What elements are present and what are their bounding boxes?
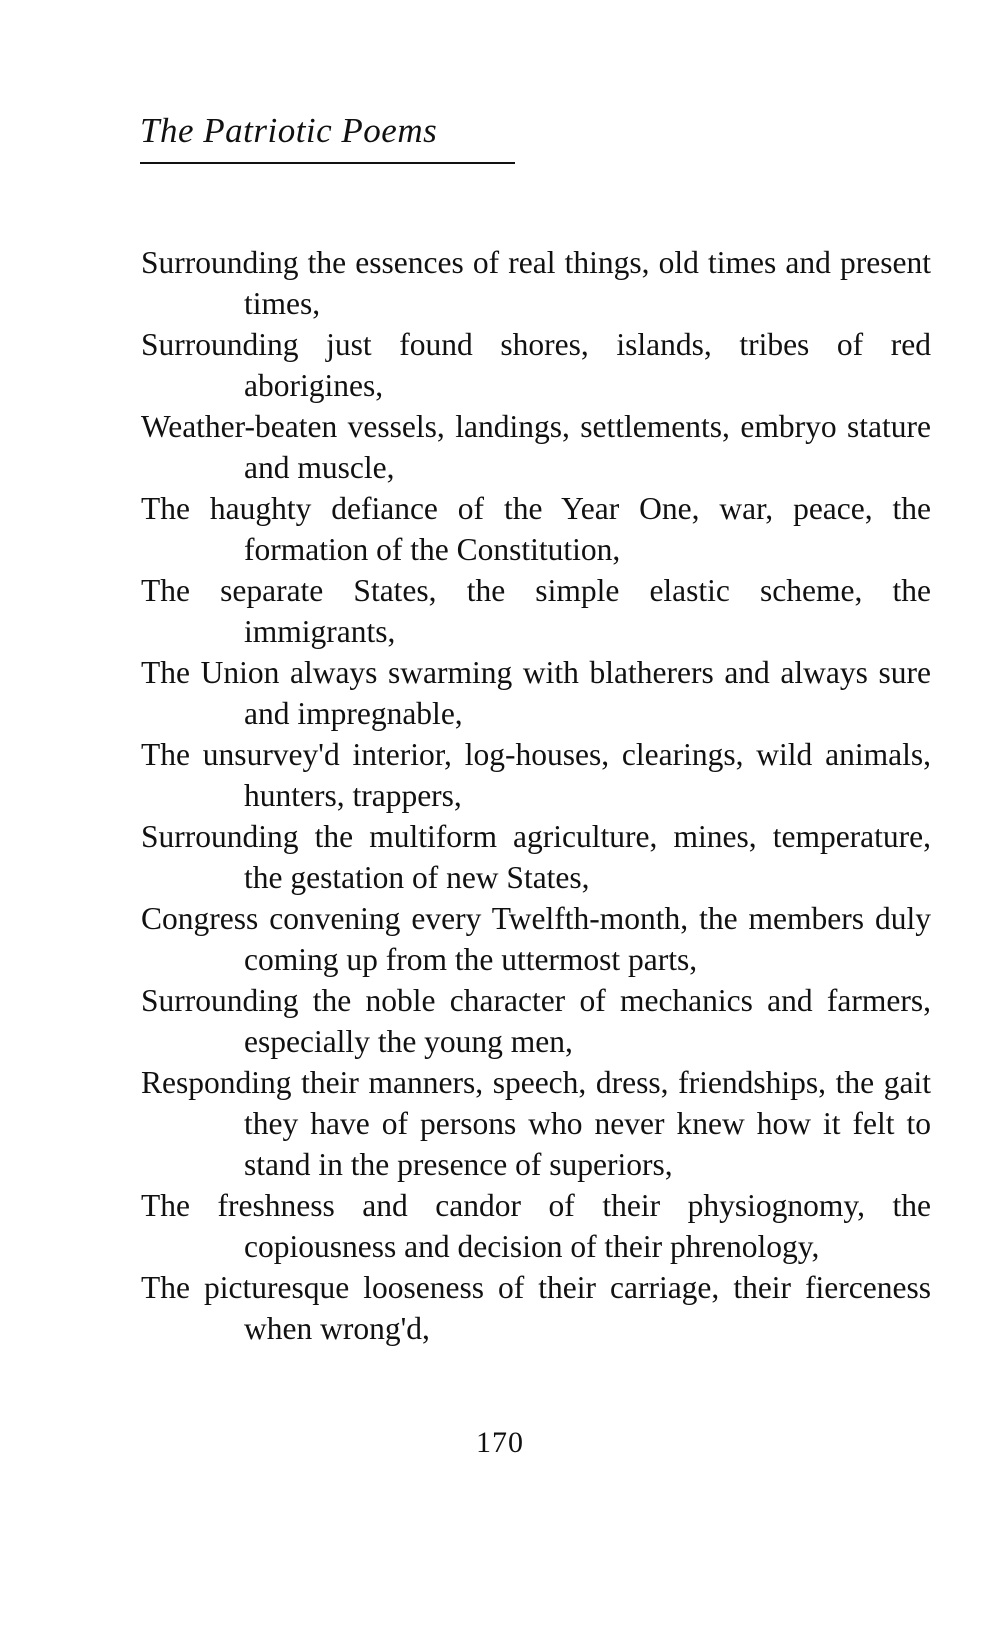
running-head: The Patriotic Poems: [140, 110, 515, 164]
poem-line: Responding their manners, speech, dress, friendships, the gait they have of persons who never knew how it felt to stand in the presence of superiors,: [141, 1065, 931, 1182]
poem-line: The unsurvey'd interior, log-houses, clearings, wild animals, hunters, trappers,: [141, 737, 931, 813]
poem-line: Surrounding the noble character of mechanics and farmers, especially the young men,: [141, 983, 931, 1059]
poem-body: [141, 242, 931, 1349]
poem-line: The picturesque looseness of their carriage, their fierceness when wrong'd,: [141, 1270, 931, 1346]
poem-line: The haughty defiance of the Year One, war, peace, the formation of the Constitution,: [141, 491, 931, 567]
page-number: 170: [476, 1426, 524, 1459]
poem-line: Surrounding the essences of real things, old times and present times,: [141, 245, 931, 321]
poem-line: The freshness and candor of their physiognomy, the copiousness and decision of their phrenology,: [141, 1188, 931, 1264]
poem-line: Surrounding the multiform agriculture, mines, temperature, the gestation of new States,: [141, 819, 931, 895]
poem-line: Surrounding just found shores, islands, tribes of red aborigines,: [141, 327, 931, 403]
poem-line: The Union always swarming with blatherers and always sure and impregnable,: [141, 655, 931, 731]
poem-line: The separate States, the simple elastic scheme, the immigrants,: [141, 573, 931, 649]
poem-line: Congress convening every Twelfth-month, the members duly coming up from the uttermost parts,: [141, 901, 931, 977]
poem-line: Weather-beaten vessels, landings, settlements, embryo stature and muscle,: [141, 409, 931, 485]
